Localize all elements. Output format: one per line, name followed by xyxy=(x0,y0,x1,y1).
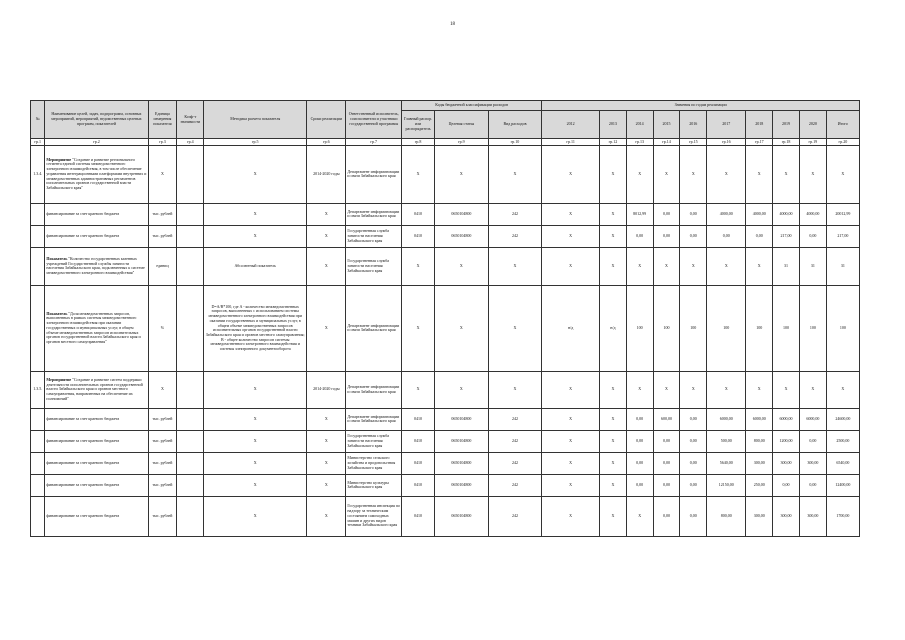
hdr-term: Сроки реализации xyxy=(307,101,346,139)
row-csr-cell: Х xyxy=(435,145,489,203)
row-value-cell: Х xyxy=(599,496,626,536)
hdr-year: 2015 xyxy=(653,111,680,139)
row-term-cell: Х xyxy=(307,496,346,536)
column-numbers-row xyxy=(31,139,860,146)
row-coef-cell xyxy=(177,408,204,430)
row-grbs-cell: 0410 xyxy=(402,203,435,225)
row-value-cell: 0,00 xyxy=(653,225,680,247)
row-vr-cell: 242 xyxy=(488,408,542,430)
row-value-cell: 100 xyxy=(746,285,773,371)
row-name-label: Мероприятие xyxy=(46,376,72,382)
column-number-cell: гр.6 xyxy=(307,139,346,146)
hdr-coef: Коэф-т значимости xyxy=(177,101,204,139)
row-value-cell: 300,00 xyxy=(799,452,826,474)
row-value-cell: Х xyxy=(599,145,626,203)
hdr-codes-group: Коды бюджетной классификации расходов xyxy=(402,101,542,111)
row-method-cell: D=A/B*100, где A - количество межведомственных запросов, выполненных с использованием системы межведомственного электронного взаимодействия при оказании государственных и муниципальных услуг, в общем объеме межведомственных запросов исполнительных органов государственной власти Забайкальского края и органов местного самоуправления; B - общее количество запросов системы межведомственного электронного взаимодействия и системы электронного документооборота xyxy=(204,285,307,371)
row-value-cell: 100 xyxy=(653,285,680,371)
row-value-cell: Х xyxy=(599,430,626,452)
row-value-cell: 100 xyxy=(773,285,800,371)
row-resp-cell: Государственная инспекция по надзору за техническим состоянием самоходных машин и других видов техники Забайкальского края xyxy=(346,496,402,536)
row-value-cell: 31 xyxy=(773,247,800,285)
row-value-cell: 0,00 xyxy=(680,225,707,247)
row-value-cell: 100 xyxy=(707,285,746,371)
row-num-cell: 1.3.5. xyxy=(31,371,45,408)
row-csr-cell: 0650104800 xyxy=(435,452,489,474)
hdr-year: 2018 xyxy=(746,111,773,139)
column-number-cell: гр.15 xyxy=(680,139,707,146)
row-value-cell: 8012,99 xyxy=(626,203,653,225)
row-coef-cell xyxy=(177,225,204,247)
row-value-cell: 100 xyxy=(826,285,859,371)
row-value-cell: 6000,00 xyxy=(773,408,800,430)
hdr-num: № xyxy=(31,101,45,139)
row-value-cell: Х xyxy=(542,371,600,408)
column-number-cell: гр.11 xyxy=(542,139,600,146)
row-term-cell: 2014-2020 годы xyxy=(307,371,346,408)
hdr-year: 2019 xyxy=(773,111,800,139)
row-name-text: финансирование за счет краевого бюджета xyxy=(46,481,120,487)
row-value-cell: 1200,00 xyxy=(773,430,800,452)
row-value-cell: Х xyxy=(653,145,680,203)
row-grbs-cell: Х xyxy=(402,285,435,371)
row-value-cell: н/д xyxy=(542,285,600,371)
column-number-cell: гр.16 xyxy=(707,139,746,146)
row-method-cell: Х xyxy=(204,430,307,452)
row-value-cell: 5640,00 xyxy=(707,452,746,474)
row-value-cell: Х xyxy=(626,247,653,285)
row-unit-cell: тыс. рублей xyxy=(148,430,177,452)
row-value-cell: Х xyxy=(826,145,859,203)
row-num-cell xyxy=(31,285,45,371)
row-vr-cell: 242 xyxy=(488,452,542,474)
row-value-cell: 31 xyxy=(826,247,859,285)
row-value-cell: 0,00 xyxy=(773,474,800,496)
row-name-text: "Количество государственных казенных учреждений Государственной службы занятости населения Забайкальского края, подключенных к системе межведомственного электронного взаимодействия" xyxy=(46,255,145,275)
column-number-cell: гр.14 xyxy=(653,139,680,146)
row-value-cell: 0,00 xyxy=(746,225,773,247)
row-value-cell: 300,00 xyxy=(799,496,826,536)
row-value-cell: Х xyxy=(599,225,626,247)
row-value-cell: 0,00 xyxy=(680,203,707,225)
table-row xyxy=(31,496,860,536)
row-name-cell xyxy=(45,474,148,496)
hdr-vr: Вид расходов xyxy=(488,111,542,139)
hdr-grbs: Главный распор. или распорядитель xyxy=(402,111,435,139)
row-vr-cell: Х xyxy=(488,371,542,408)
row-value-cell: 4000,00 xyxy=(773,203,800,225)
row-value-cell: Х xyxy=(799,371,826,408)
program-table xyxy=(30,100,860,537)
row-value-cell: Х xyxy=(542,225,600,247)
row-resp-cell: Департамент информатизации и связи Забайкальского края xyxy=(346,285,402,371)
row-grbs-cell: Х xyxy=(402,145,435,203)
row-csr-cell: 0650104800 xyxy=(435,203,489,225)
row-value-cell: Х xyxy=(773,371,800,408)
row-value-cell: Х xyxy=(746,247,773,285)
table-row xyxy=(31,285,860,371)
row-value-cell: 100 xyxy=(626,285,653,371)
row-value-cell: Х xyxy=(653,247,680,285)
row-resp-cell: Департамент информатизации и связи Забайкальского края xyxy=(346,371,402,408)
row-value-cell: 100 xyxy=(799,285,826,371)
row-term-cell: Х xyxy=(307,247,346,285)
column-number-cell: гр.20 xyxy=(826,139,859,146)
row-value-cell: Х xyxy=(626,496,653,536)
row-value-cell: Х xyxy=(746,371,773,408)
row-method-cell: Х xyxy=(204,145,307,203)
row-value-cell: 0,00 xyxy=(653,203,680,225)
hdr-resp: Ответственный исполнитель, соисполнители и участники государственной программы xyxy=(346,101,402,139)
row-num-cell xyxy=(31,408,45,430)
row-name-cell xyxy=(45,452,148,474)
row-name-cell xyxy=(45,496,148,536)
column-number-cell: гр.17 xyxy=(746,139,773,146)
row-resp-cell: Департамент информатизации и связи Забайкальского края xyxy=(346,145,402,203)
row-resp-cell: Департамент информатизации и связи Забайкальского края xyxy=(346,203,402,225)
row-vr-cell: 242 xyxy=(488,496,542,536)
row-value-cell: Х xyxy=(542,247,600,285)
row-vr-cell: 242 xyxy=(488,474,542,496)
column-number-cell: гр.10 xyxy=(488,139,542,146)
column-number-cell: гр.3 xyxy=(148,139,177,146)
row-term-cell: Х xyxy=(307,408,346,430)
row-term-cell: Х xyxy=(307,203,346,225)
row-value-cell: 0,00 xyxy=(799,430,826,452)
row-term-cell: Х xyxy=(307,474,346,496)
hdr-year: 2020 xyxy=(799,111,826,139)
row-value-cell: 217,00 xyxy=(773,225,800,247)
row-unit-cell: тыс. рублей xyxy=(148,452,177,474)
row-unit-cell: тыс. рублей xyxy=(148,203,177,225)
row-value-cell: 300,00 xyxy=(773,452,800,474)
row-value-cell: 4000,00 xyxy=(799,203,826,225)
row-name-text: "Доля межведомственных запросов, выполненных в рамках системы межведомственного электронного взаимодействия при оказании государственных и муниципальных услуг, в общем объеме межведомственных запросов исполнительных органов государственной власти Забайкальского края и органов местного самоуправления" xyxy=(46,310,141,345)
row-resp-cell: Государственная служба занятости населения Забайкальского края xyxy=(346,430,402,452)
row-name-text: финансирование за счет краевого бюджета xyxy=(46,459,120,465)
row-value-cell: Х xyxy=(653,371,680,408)
row-name-text: "Создание и развитие систем поддержки деятельности исполнительных органов государственной власти Забайкальского края и органов местного самоуправления, направленных на обеспечение их полномочий" xyxy=(46,376,143,401)
row-resp-cell: Государственная служба занятости населения Забайкальского края xyxy=(346,247,402,285)
column-number-cell: гр.12 xyxy=(599,139,626,146)
column-number-cell: гр.8 xyxy=(402,139,435,146)
column-number-cell: гр.9 xyxy=(435,139,489,146)
row-value-cell: 0,00 xyxy=(680,452,707,474)
row-value-cell: Х xyxy=(626,145,653,203)
row-name-text: финансирование за счет краевого бюджета xyxy=(46,210,120,216)
row-unit-cell: тыс. рублей xyxy=(148,408,177,430)
column-number-cell: гр.2 xyxy=(45,139,148,146)
column-number-cell: гр.7 xyxy=(346,139,402,146)
row-value-cell: Х xyxy=(680,247,707,285)
column-number-cell: гр.13 xyxy=(626,139,653,146)
row-value-cell: 0,00 xyxy=(680,496,707,536)
column-number-cell: гр.5 xyxy=(204,139,307,146)
row-name-cell xyxy=(45,225,148,247)
row-term-cell: Х xyxy=(307,430,346,452)
hdr-year: 2014 xyxy=(626,111,653,139)
row-value-cell: Х xyxy=(542,430,600,452)
row-unit-cell: Х xyxy=(148,371,177,408)
row-num-cell xyxy=(31,496,45,536)
row-value-cell: 1700,00 xyxy=(826,496,859,536)
row-name-text: финансирование за счет краевого бюджета xyxy=(46,415,120,421)
row-name-label: Мероприятие xyxy=(46,156,72,162)
header-row-1 xyxy=(31,101,860,111)
row-unit-cell: % xyxy=(148,285,177,371)
row-value-cell: 300,00 xyxy=(746,452,773,474)
row-value-cell: Х xyxy=(599,247,626,285)
row-value-cell: 6000,00 xyxy=(746,408,773,430)
row-value-cell: 12150,00 xyxy=(707,474,746,496)
row-value-cell: 100 xyxy=(680,285,707,371)
column-number-cell: гр.18 xyxy=(773,139,800,146)
row-value-cell: Х xyxy=(542,496,600,536)
row-method-cell: Х xyxy=(204,225,307,247)
row-num-cell xyxy=(31,474,45,496)
row-unit-cell: Х xyxy=(148,145,177,203)
row-value-cell: 0,00 xyxy=(653,496,680,536)
row-csr-cell: 0650104800 xyxy=(435,474,489,496)
row-method-cell: Х xyxy=(204,408,307,430)
row-value-cell: 217,00 xyxy=(826,225,859,247)
row-vr-cell: Х xyxy=(488,145,542,203)
row-value-cell: 300,00 xyxy=(773,496,800,536)
row-value-cell: Х xyxy=(746,145,773,203)
row-csr-cell: Х xyxy=(435,247,489,285)
row-grbs-cell: 0410 xyxy=(402,474,435,496)
row-value-cell: 0,00 xyxy=(626,430,653,452)
row-method-cell: Х xyxy=(204,203,307,225)
row-grbs-cell: 0410 xyxy=(402,430,435,452)
row-name-text: финансирование за счет краевого бюджета xyxy=(46,437,120,443)
row-value-cell: 0,00 xyxy=(626,474,653,496)
row-method-cell: Х xyxy=(204,452,307,474)
row-coef-cell xyxy=(177,371,204,408)
row-value-cell: 24600,00 xyxy=(826,408,859,430)
row-value-cell: 0,00 xyxy=(653,430,680,452)
row-value-cell: Х xyxy=(707,247,746,285)
row-value-cell: 0,00 xyxy=(680,474,707,496)
row-csr-cell: Х xyxy=(435,285,489,371)
row-value-cell: Х xyxy=(599,474,626,496)
hdr-year: 2017 xyxy=(707,111,746,139)
hdr-year: 2016 xyxy=(680,111,707,139)
row-value-cell: 4000,00 xyxy=(746,203,773,225)
row-vr-cell: 242 xyxy=(488,430,542,452)
row-name-cell xyxy=(45,430,148,452)
row-num-cell xyxy=(31,430,45,452)
row-vr-cell: 242 xyxy=(488,203,542,225)
row-value-cell: Х xyxy=(599,452,626,474)
row-value-cell: 0,00 xyxy=(626,452,653,474)
row-coef-cell xyxy=(177,285,204,371)
row-value-cell: Х xyxy=(542,474,600,496)
row-value-cell: Х xyxy=(680,371,707,408)
row-name-cell xyxy=(45,371,148,408)
row-grbs-cell: 0410 xyxy=(402,496,435,536)
row-value-cell: 300,00 xyxy=(746,496,773,536)
row-name-cell xyxy=(45,203,148,225)
hdr-name: Наименование целей, задач, подпрограмм, основных мероприятий, мероприятий, ведомственных целевых программ, показателей xyxy=(45,101,148,139)
row-value-cell: Х xyxy=(599,203,626,225)
row-value-cell: 6540,00 xyxy=(826,452,859,474)
row-method-cell: Х xyxy=(204,496,307,536)
row-unit-cell: тыс. рублей xyxy=(148,496,177,536)
table-row xyxy=(31,452,860,474)
row-num-cell: 1.3.4. xyxy=(31,145,45,203)
row-term-cell: Х xyxy=(307,452,346,474)
row-value-cell: 0,00 xyxy=(707,225,746,247)
hdr-year: 2012 xyxy=(542,111,600,139)
row-num-cell xyxy=(31,203,45,225)
row-value-cell: Х xyxy=(542,203,600,225)
row-grbs-cell: Х xyxy=(402,371,435,408)
row-value-cell: Х xyxy=(626,371,653,408)
row-value-cell: 500,00 xyxy=(707,430,746,452)
row-term-cell: Х xyxy=(307,285,346,371)
row-value-cell: Х xyxy=(542,145,600,203)
row-csr-cell: 0650104800 xyxy=(435,430,489,452)
table-row xyxy=(31,371,860,408)
row-value-cell: 600,00 xyxy=(653,408,680,430)
row-value-cell: 0,00 xyxy=(653,474,680,496)
row-value-cell: 6000,00 xyxy=(707,408,746,430)
row-name-text: финансирование за счет краевого бюджета xyxy=(46,232,120,238)
table-row xyxy=(31,247,860,285)
row-method-cell: Х xyxy=(204,474,307,496)
row-value-cell: Х xyxy=(542,408,600,430)
row-value-cell: 0,00 xyxy=(680,430,707,452)
row-resp-cell: Министерство сельского хозяйства и продовольствия Забайкальского края xyxy=(346,452,402,474)
row-term-cell: 2014-2020 годы xyxy=(307,145,346,203)
row-value-cell: 800,00 xyxy=(707,496,746,536)
row-value-cell: Х xyxy=(826,371,859,408)
row-coef-cell xyxy=(177,474,204,496)
row-value-cell: 12400,00 xyxy=(826,474,859,496)
row-grbs-cell: 0410 xyxy=(402,408,435,430)
row-coef-cell xyxy=(177,203,204,225)
row-unit-cell: единиц xyxy=(148,247,177,285)
row-value-cell: Х xyxy=(599,371,626,408)
row-grbs-cell: Х xyxy=(402,247,435,285)
row-method-cell: Х xyxy=(204,371,307,408)
hdr-method: Методика расчета показателя xyxy=(204,101,307,139)
table-row xyxy=(31,474,860,496)
column-number-cell: гр.1 xyxy=(31,139,45,146)
row-coef-cell xyxy=(177,247,204,285)
row-csr-cell: 0650104800 xyxy=(435,408,489,430)
row-name-cell xyxy=(45,408,148,430)
row-value-cell: 0,00 xyxy=(653,452,680,474)
row-value-cell: Х xyxy=(773,145,800,203)
row-value-cell: Х xyxy=(680,145,707,203)
table-row xyxy=(31,408,860,430)
row-method-cell: Абсолютный показатель xyxy=(204,247,307,285)
row-value-cell: 0,00 xyxy=(799,474,826,496)
row-name-cell xyxy=(45,285,148,371)
row-name-label: Показатель xyxy=(46,310,68,316)
row-csr-cell: 0650104800 xyxy=(435,496,489,536)
table-row xyxy=(31,225,860,247)
row-name-cell xyxy=(45,247,148,285)
table-row xyxy=(31,203,860,225)
table-row xyxy=(31,145,860,203)
row-value-cell: 250,00 xyxy=(746,474,773,496)
row-csr-cell: Х xyxy=(435,371,489,408)
row-name-text: финансирование за счет краевого бюджета xyxy=(46,512,120,518)
row-vr-cell: Х xyxy=(488,247,542,285)
row-resp-cell: Департамент информатизации и связи Забайкальского края xyxy=(346,408,402,430)
row-value-cell: Х xyxy=(599,408,626,430)
row-resp-cell: Министерство культуры Забайкальского края xyxy=(346,474,402,496)
row-value-cell: 0,00 xyxy=(799,225,826,247)
row-value-cell: 31 xyxy=(799,247,826,285)
row-value-cell: 20012,99 xyxy=(826,203,859,225)
row-coef-cell xyxy=(177,496,204,536)
row-grbs-cell: 0410 xyxy=(402,225,435,247)
row-name-text: "Создание и развитие регионального сегмента единой системы межведомственного электронного взаимодействия, в том числе обеспечение управления интеграционными платформами внутренних и межведомственных административных регламентов исполнительных органов государственной власти Забайкальского края" xyxy=(46,156,147,191)
row-coef-cell xyxy=(177,430,204,452)
row-value-cell: 0,00 xyxy=(626,408,653,430)
row-vr-cell: Х xyxy=(488,285,542,371)
row-unit-cell: тыс. рублей xyxy=(148,474,177,496)
row-value-cell: 0,00 xyxy=(680,408,707,430)
row-value-cell: 0,00 xyxy=(626,225,653,247)
row-term-cell: Х xyxy=(307,225,346,247)
row-value-cell: Х xyxy=(542,452,600,474)
row-num-cell xyxy=(31,247,45,285)
hdr-values-group: Значения по годам реализации xyxy=(542,101,860,111)
column-number-cell: гр.4 xyxy=(177,139,204,146)
row-value-cell: 800,00 xyxy=(746,430,773,452)
row-value-cell: 2500,00 xyxy=(826,430,859,452)
hdr-year: Итого xyxy=(826,111,859,139)
page-number: 18 xyxy=(450,22,455,27)
row-num-cell xyxy=(31,452,45,474)
row-value-cell: 4000,00 xyxy=(707,203,746,225)
row-resp-cell: Государственная служба занятости населения Забайкальского края xyxy=(346,225,402,247)
row-num-cell xyxy=(31,225,45,247)
column-number-cell: гр.19 xyxy=(799,139,826,146)
row-vr-cell: 242 xyxy=(488,225,542,247)
row-name-label: Показатель xyxy=(46,255,68,261)
row-value-cell: н/д xyxy=(599,285,626,371)
hdr-unit: Единица измерения показателя xyxy=(148,101,177,139)
row-csr-cell: 0650104800 xyxy=(435,225,489,247)
row-value-cell: Х xyxy=(707,371,746,408)
row-value-cell: Х xyxy=(799,145,826,203)
row-unit-cell: тыс. рублей xyxy=(148,225,177,247)
hdr-year: 2013 xyxy=(599,111,626,139)
row-coef-cell xyxy=(177,145,204,203)
row-value-cell: 6000,00 xyxy=(799,408,826,430)
table-row xyxy=(31,430,860,452)
row-name-cell xyxy=(45,145,148,203)
row-coef-cell xyxy=(177,452,204,474)
row-grbs-cell: 0410 xyxy=(402,452,435,474)
hdr-csr: Целевая статья xyxy=(435,111,489,139)
row-value-cell: Х xyxy=(707,145,746,203)
